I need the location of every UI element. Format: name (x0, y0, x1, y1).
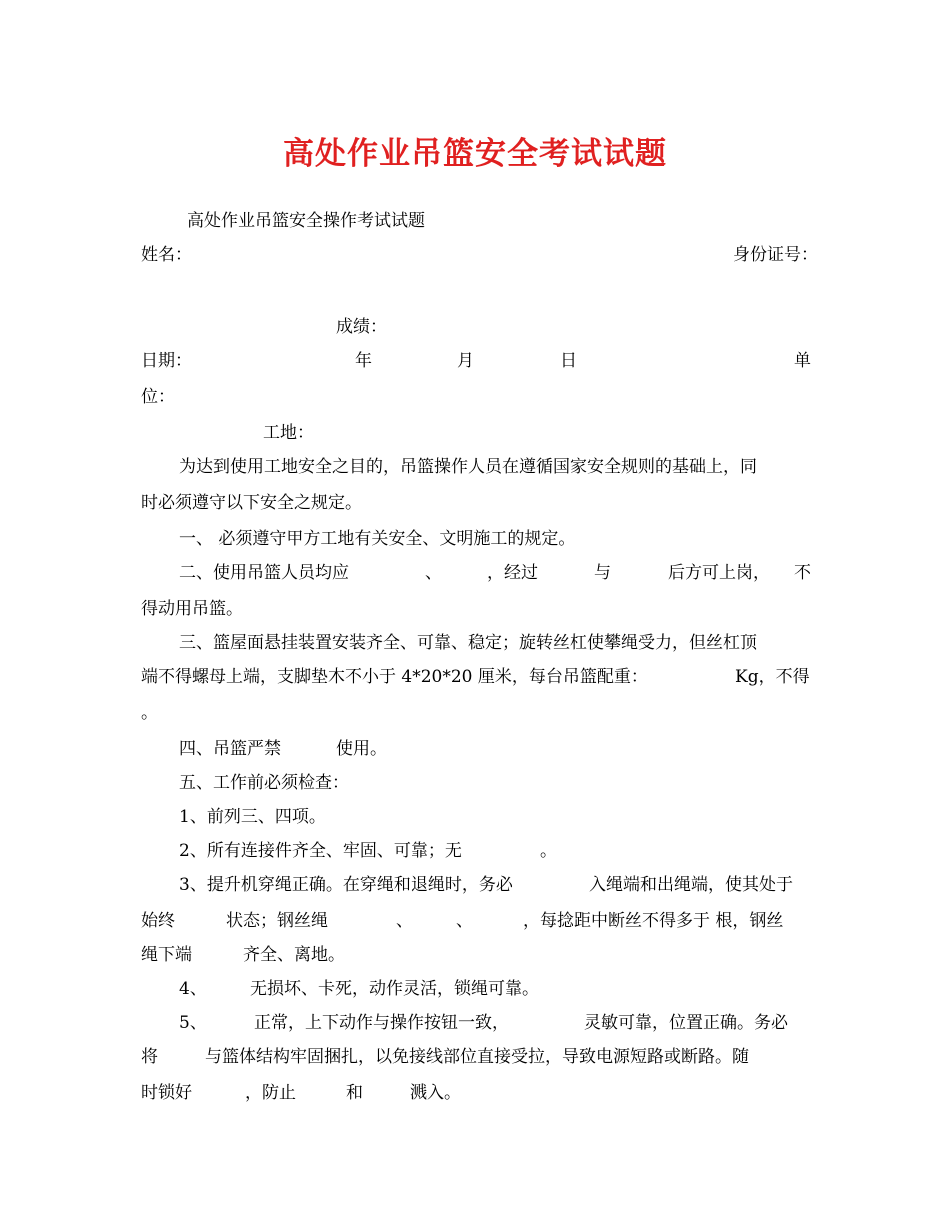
check-3-line-3-a: 绳下端 (141, 945, 192, 965)
check-5-line-3-c: 和 (346, 1083, 363, 1103)
rule-1: 一、 必须遵守甲方工地有关安全、文明施工的规定。 (179, 529, 576, 549)
site-label: 工地： (263, 423, 314, 443)
unit-label-part1: 单 (794, 351, 811, 371)
check-5-line-1-b: 正常，上下动作与操作按钮一致， (254, 1013, 509, 1033)
intro-line-1: 为达到使用工地安全之目的，吊篮操作人员在遵循国家安全规则的基础上，同 (179, 457, 757, 477)
rule-3-line-2-a: 端不得螺母上端，支脚垫木不小于 4*20*20 厘米，每台吊篮配重： (141, 667, 648, 687)
check-1: 1、前列三、四项。 (179, 807, 326, 827)
check-5-line-3-b: ，防止 (245, 1083, 296, 1103)
day-label: 日 (560, 351, 577, 371)
rule-2-f: 不 (794, 563, 811, 583)
check-4-b: 无损坏、卡死，动作灵活，锁绳可靠。 (250, 979, 539, 999)
check-5-line-3-a: 时锁好 (141, 1083, 192, 1103)
rule-5: 五、工作前必须检查： (179, 773, 349, 793)
check-5-line-1-c: 灵敏可靠，位置正确。务必 (584, 1013, 788, 1033)
check-5-line-3-d: 溅入。 (410, 1083, 461, 1103)
id-label: 身份证号： (733, 245, 818, 265)
check-2-b: 。 (540, 841, 557, 861)
check-5-line-2-a: 将 (141, 1047, 158, 1067)
month-label: 月 (457, 351, 474, 371)
document-title: 高处作业吊篮安全考试试题 (283, 136, 667, 172)
check-3-line-2-d: 、 (456, 911, 473, 931)
check-3-line-2-c: 、 (396, 911, 413, 931)
rule-2-line-2: 得动用吊篮。 (141, 599, 243, 619)
name-label: 姓名： (141, 245, 192, 265)
check-5-line-2-b: 与篮体结构牢固捆扎，以免接线部位直接受拉，导致电源短路或断路。随 (205, 1047, 749, 1067)
unit-label-part2: 位： (141, 387, 175, 407)
rule-3-line-2-b: Kg，不得 (735, 667, 810, 687)
rule-3-line-1: 三、篮屋面悬挂装置安装齐全、可靠、稳定；旋转丝杠使攀绳受力，但丝杠顶 (179, 633, 757, 653)
score-label: 成绩： (336, 317, 387, 337)
year-label: 年 (355, 351, 372, 371)
check-3-line-1-b: 入绳端和出绳端，使其处于 (589, 875, 793, 895)
check-3-line-2-b: 状态；钢丝绳 (226, 911, 328, 931)
rule-4-b: 使用。 (336, 739, 387, 759)
check-5-line-1-a: 5、 (179, 1013, 207, 1033)
check-3-line-2-a: 始终 (141, 911, 175, 931)
rule-3-line-3: 。 (141, 703, 158, 723)
check-2-a: 2、所有连接件齐全、牢固、可靠；无 (179, 841, 462, 861)
intro-line-2: 时必须遵守以下安全之规定。 (141, 493, 362, 513)
date-label: 日期： (141, 351, 192, 371)
check-4-a: 4、 (179, 979, 207, 999)
rule-2-c: ，经过 (487, 563, 538, 583)
rule-2-a: 二、使用吊篮人员均应 (179, 563, 349, 583)
rule-2-d: 与 (594, 563, 611, 583)
rule-2-b: 、 (425, 563, 442, 583)
rule-4-a: 四、吊篮严禁 (179, 739, 281, 759)
check-3-line-1-a: 3、提升机穿绳正确。在穿绳和退绳时，务必 (179, 875, 513, 895)
subtitle: 高处作业吊篮安全操作考试试题 (187, 211, 425, 231)
check-3-line-3-b: 齐全、离地。 (243, 945, 345, 965)
rule-2-e: 后方可上岗， (668, 563, 770, 583)
check-3-line-2-e: ，每捻距中断丝不得多于 根，钢丝 (523, 911, 784, 931)
